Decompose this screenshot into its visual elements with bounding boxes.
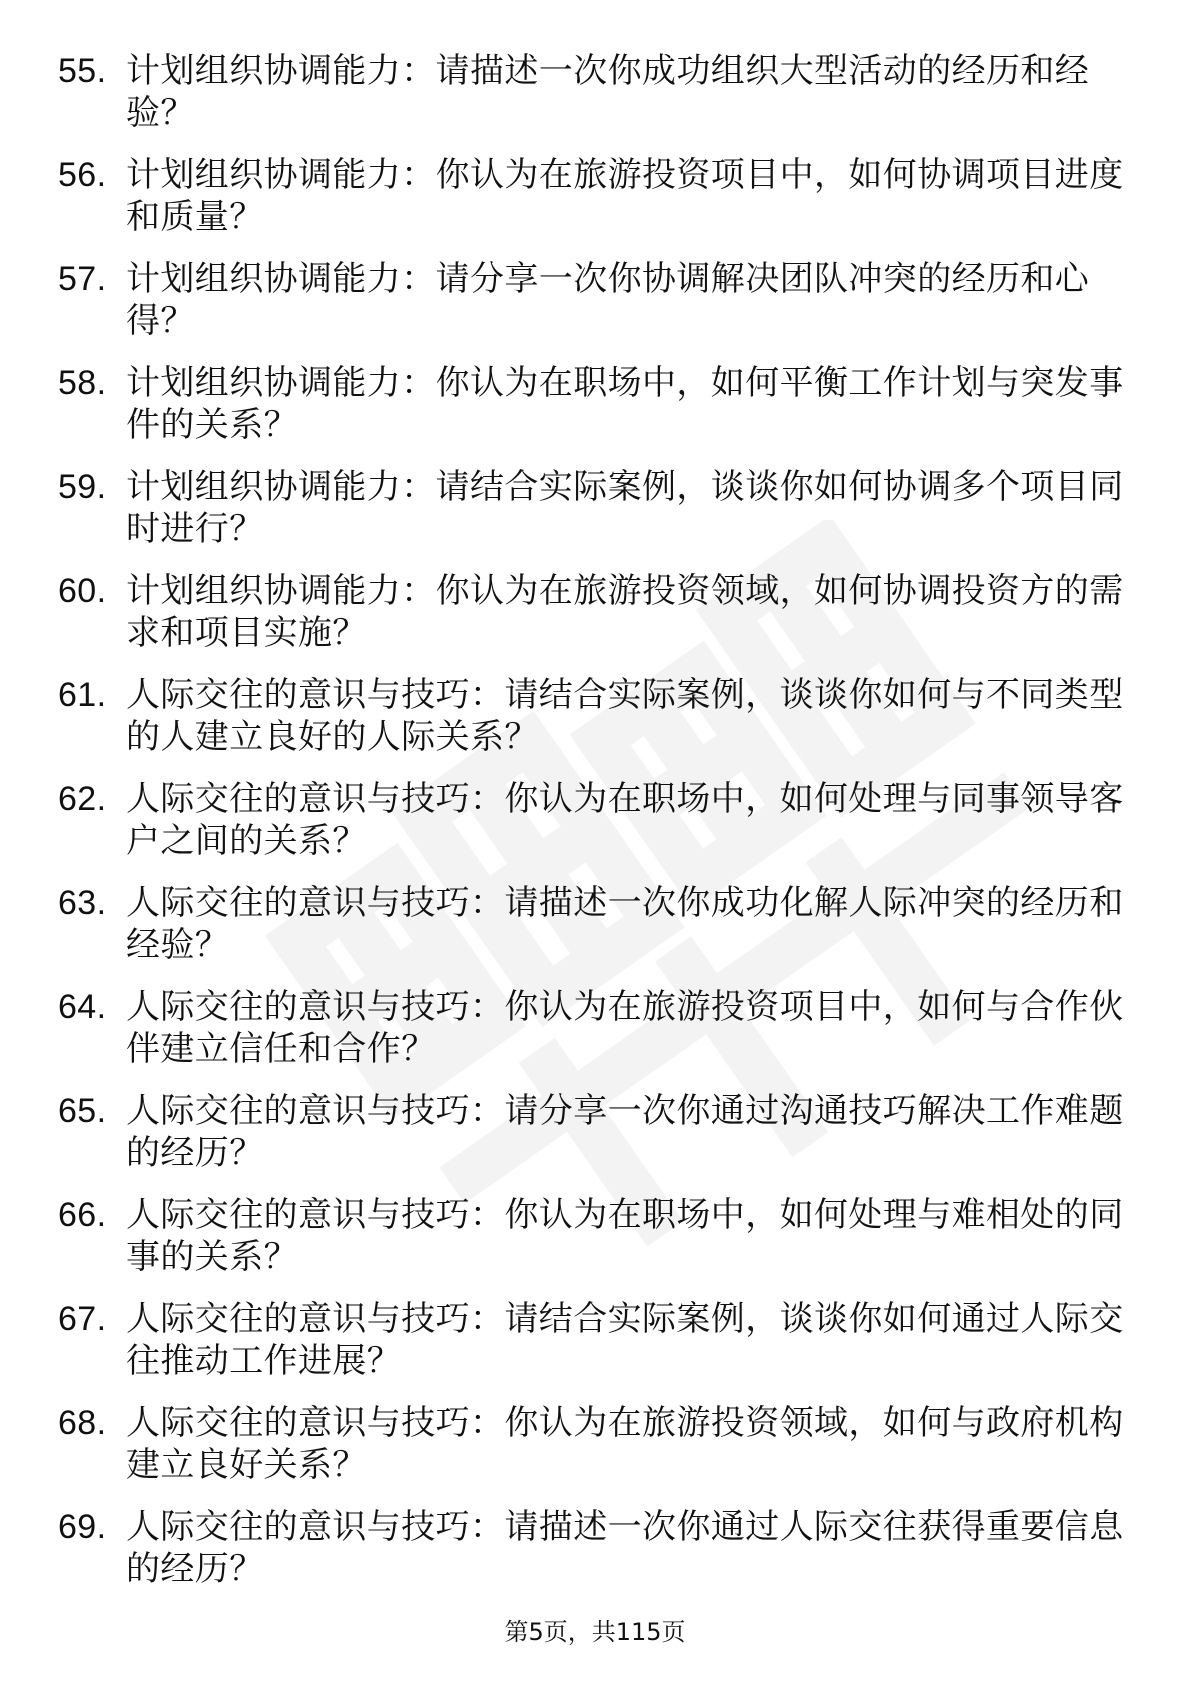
question-item-65 (58, 1090, 1124, 1194)
question-item-69 (58, 1506, 1124, 1610)
question-number: 64. (58, 988, 107, 1026)
question-number: 60. (58, 572, 107, 610)
question-item-61 (58, 674, 1124, 778)
question-text: 人际交往的意识与技巧：你认为在旅游投资项目中，如何与合作伙伴建立信任和合作？ (126, 987, 1124, 1069)
question-text: 人际交往的意识与技巧：你认为在旅游投资领域，如何与政府机构建立良好关系？ (126, 1403, 1124, 1485)
question-item-59 (58, 466, 1124, 570)
question-item-66 (58, 1194, 1124, 1298)
question-number: 58. (58, 364, 107, 402)
page-footer: 第5页，共115页 (504, 1618, 686, 1646)
question-number: 69. (58, 1508, 107, 1546)
question-text: 人际交往的意识与技巧：请分享一次你通过沟通技巧解决工作难题的经历？ (126, 1091, 1124, 1173)
question-text: 人际交往的意识与技巧：请结合实际案例，谈谈你如何通过人际交往推动工作进展？ (126, 1299, 1124, 1381)
question-text: 计划组织协调能力：请结合实际案例，谈谈你如何协调多个项目同时进行？ (126, 467, 1124, 549)
question-item-56 (58, 154, 1124, 258)
question-text: 人际交往的意识与技巧：请描述一次你成功化解人际冲突的经历和经验？ (126, 883, 1124, 965)
question-number: 57. (58, 260, 107, 298)
question-text: 计划组织协调能力：你认为在旅游投资领域，如何协调投资方的需求和项目实施？ (126, 571, 1124, 653)
question-text: 人际交往的意识与技巧：你认为在职场中，如何处理与难相处的同事的关系？ (126, 1195, 1124, 1277)
question-item-63 (58, 882, 1124, 986)
question-number: 59. (58, 468, 107, 506)
question-list (58, 50, 1124, 1610)
question-text: 计划组织协调能力：你认为在旅游投资项目中，如何协调项目进度和质量？ (126, 155, 1124, 237)
question-text: 人际交往的意识与技巧：请结合实际案例，谈谈你如何与不同类型的人建立良好的人际关系？ (126, 675, 1124, 757)
question-item-68 (58, 1402, 1124, 1506)
question-item-60 (58, 570, 1124, 674)
question-text: 计划组织协调能力：请描述一次你成功组织大型活动的经历和经验？ (126, 51, 1090, 133)
question-text: 计划组织协调能力：请分享一次你协调解决团队冲突的经历和心得？ (126, 259, 1090, 341)
question-number: 55. (58, 52, 107, 90)
question-number: 62. (58, 780, 107, 818)
question-number: 61. (58, 676, 107, 714)
question-number: 56. (58, 156, 107, 194)
question-number: 68. (58, 1404, 107, 1442)
question-text: 人际交往的意识与技巧：请描述一次你通过人际交往获得重要信息的经历？ (126, 1507, 1124, 1589)
question-number: 65. (58, 1092, 107, 1130)
question-item-64 (58, 986, 1124, 1090)
question-text: 人际交往的意识与技巧：你认为在职场中，如何处理与同事领导客户之间的关系？ (126, 779, 1124, 861)
question-item-58 (58, 362, 1124, 466)
question-number: 66. (58, 1196, 107, 1234)
question-text: 计划组织协调能力：你认为在职场中，如何平衡工作计划与突发事件的关系？ (126, 363, 1124, 445)
question-number: 67. (58, 1300, 107, 1338)
question-item-55 (58, 50, 1118, 154)
question-item-62 (58, 778, 1124, 882)
question-number: 63. (58, 884, 107, 922)
question-item-57 (58, 258, 1118, 362)
question-item-67 (58, 1298, 1124, 1402)
